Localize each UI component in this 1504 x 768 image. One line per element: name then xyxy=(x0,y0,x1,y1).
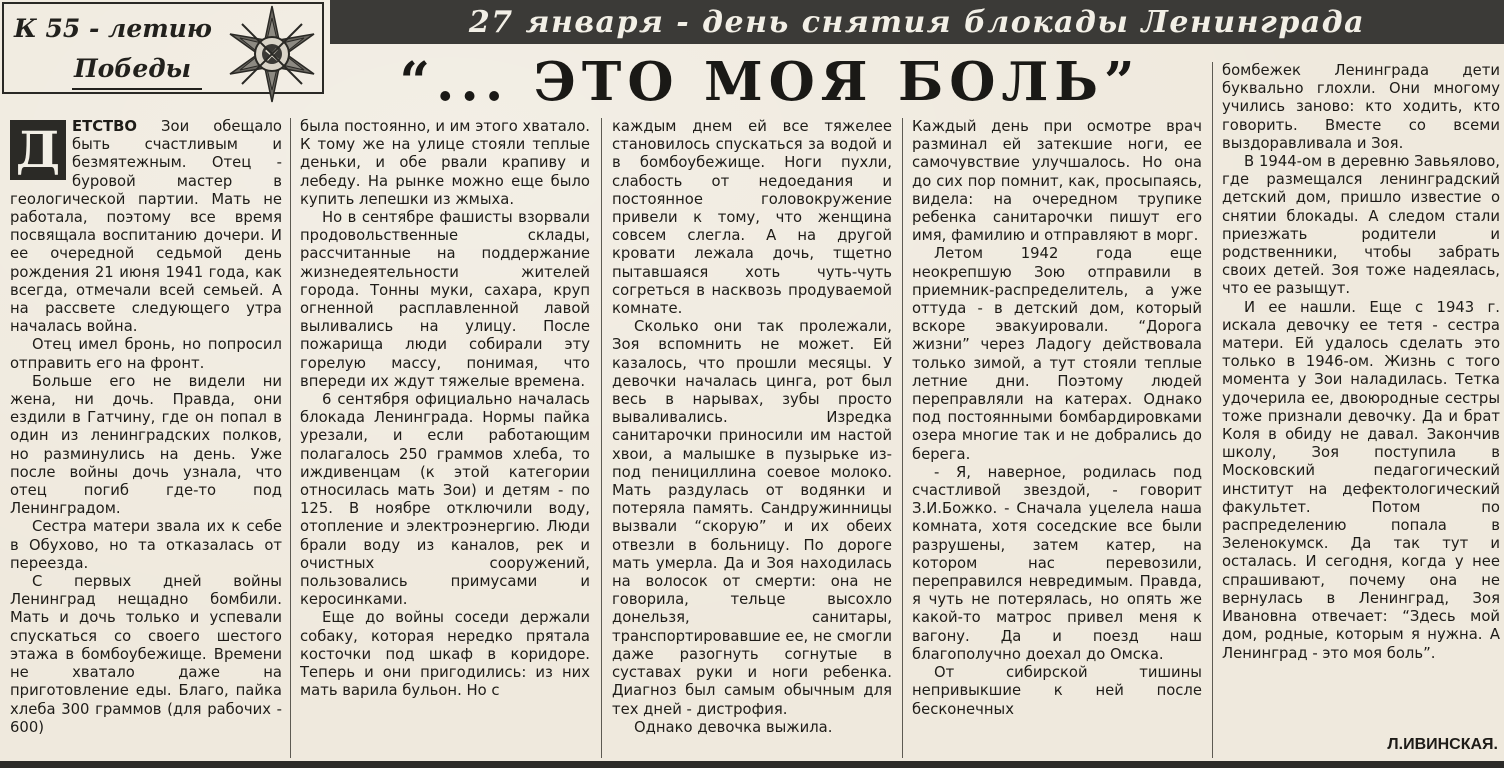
paragraph: Отец имел бронь, но попросил отправить его на фронт. xyxy=(10,336,282,372)
drop-cap: Д xyxy=(10,120,66,180)
paragraph: Однако девочка выжила. xyxy=(634,718,833,736)
paragraph: С первых дней войны Ленинград нещадно бомбили. Мать и дочь только и успевали спускаться со своего шестого этажа в бомбоубежище. Времени не хватало даже на приготовление еды. Благо, пайка хлеба 300 граммов (для рабочих - 600) xyxy=(10,573,282,736)
column-divider xyxy=(290,118,291,758)
rubric-line-1: К 55 - летию xyxy=(14,14,212,43)
article-column-5 xyxy=(1222,62,1500,722)
column-divider xyxy=(902,118,903,758)
article-column-4 xyxy=(912,118,1202,758)
article-column-1 xyxy=(10,118,282,758)
lead-text: Зои обещало быть счастливым и безмятежным. Отец - буровой мастер в геологической партии. Мать не работала, поэтому все время посвящала воспитанию дочери. И ее очередной седьмой день рождения 21 июня 1941 года, как всегда, отмечали всей семьей. А на рассвете следующего утра началась война. xyxy=(10,118,282,336)
paragraph: бомбежек Ленинграда дети буквально глохли. Они многому учились заново: кто ходить, кто говорить. Вместе со всеми выздоравливала и Зоя. xyxy=(1222,62,1500,152)
article-column-2 xyxy=(300,118,590,758)
lead-word: ЕТСТВО xyxy=(72,118,138,135)
rubric-underline xyxy=(72,88,202,90)
paragraph xyxy=(10,118,282,336)
column-divider xyxy=(601,118,602,758)
bottom-rule xyxy=(0,761,1504,768)
rubric-line-2: Победы xyxy=(74,54,192,83)
paragraph: Каждый день при осмотре врач разминал ей затекшие ноги, ее самочувствие улучшалось. Но она до сих пор помнит, как, просыпаясь, видела: на очередном трупике ребенка санитарочки пишут его имя, фамилию и отправляют в морг. xyxy=(912,118,1202,245)
paragraph: - Я, наверное, родилась под счастливой звездой, - говорит З.И.Божко. - Сначала уцелела наша комната, хотя соседские все были разрушены, затем катер, на котором нас перевозили, переправился невредимым. Правда, я чуть не потерялась, но опять же какой-то матрос привел меня к вагону. Да и поезд наш благополучно доехал до Омска. xyxy=(912,463,1202,663)
author-signature: Л.ИВИНСКАЯ. xyxy=(1387,736,1498,753)
paragraph: В 1944-ом в деревню Завьялово, где размещался ленинградский детский дом, пришло известие о снятии блокады. А следом стали приезжать родители и родственники, чтобы забрать своих детей. Зоя тоже надеялась, что ее разыщут. xyxy=(1222,153,1500,298)
paragraph: Больше его не видели ни жена, ни дочь. Правда, они ездили в Гатчину, где он попал в один из ленинградских полков, но разминулись на день. Уже после войны дочь узнала, что отец погиб где-то под Ленинградом. xyxy=(10,372,282,518)
paragraph: Сколько они так пролежали, Зоя вспомнить не может. Ей казалось, что прошли месяцы. У девочки началась цинга, рот был весь в нарывах, зубы просто вываливались. Изредка санитарочки приносили им настой хвои, а малышке в пузырьке из-под пенициллина соевое молоко. Мать раздулась от водянки и потеряла память. Сандружинницы вызвали “скорую” и их обеих отвезли в больницу. По дороге мать умерла. Да и Зоя находилась на волосок от смерти: она не говорила, тельце высохло донельзя, санитары, транспортировавшие ее, не смогли даже разогнуть согнутые в суставах руки и ноги ребенка. Диагноз был самым обычным для тех дней - дистрофия. xyxy=(612,318,892,718)
paragraph: От сибирской тишины непривыкшие к ней после бесконечных xyxy=(912,664,1202,718)
header-date-title: 27 января - день снятия блокады Ленинграда xyxy=(468,4,1366,40)
rubric-box xyxy=(2,2,324,94)
paragraph: была постоянно, и им этого хватало. К тому же на улице стояли теплые деньки, и обе рвали крапиву и лебеду. На рынке можно еще было купить лепешки из жмыха. xyxy=(300,118,590,208)
article-title: “... ЭТО МОЯ БОЛЬ” xyxy=(399,51,1141,113)
paragraph: 6 сентября официально началась блокада Ленинграда. Нормы пайка урезали, и если работающим полагалось 250 граммов хлеба, то иждивенцам (к этой категории относилась мать Зои) и детям - по 125. В ноябре отключили воду, отопление и электроэнергию. Люди брали воду из каналов, рек и очистных сооружений, пользовались примусами и керосинками. xyxy=(300,391,590,609)
paragraph: Сестра матери звала их к себе в Обухово, но та отказалась от переезда. xyxy=(10,518,282,572)
article-column-3 xyxy=(612,118,892,758)
paragraph: Но в сентябре фашисты взорвали продовольственные склады, рассчитанные на поддержание жизнедеятельности жителей города. Тонны муки, сахара, круп огненной расплавленной лавой выливались на улицу. После пожарища люди собирали эту горелую массу, понимая, что впереди их ждут тяжелые времена. xyxy=(300,209,590,390)
column-divider xyxy=(1212,62,1213,758)
paragraph: И ее нашли. Еще с 1943 г. искала девочку ее тетя - сестра матери. Ей удалось сделать это только в 1946-ом. Жизнь с того момента у Зои наладилась. Тетка удочерила ее, двоюродные сестры тоже признали девочку. Да и брат Коля в обиду не давал. Закончив школу, Зоя поступила в Московский педагогический институт на дефектологический факультет. Потом по распределению попала в Зеленокумск. Да так тут и осталась. И сегодня, когда у нее спрашивают, почему она не вернулась в Ленинград, Зоя Ивановна отвечает: “Здесь мой дом, родные, которым я нужна. А Ленинград - это моя боль”. xyxy=(1222,298,1500,662)
paragraph: Летом 1942 года еще неокрепшую Зою отправили в приемник-распределитель, а уже оттуда - в детский дом, который вскоре эвакуировали. “Дорога жизни” через Ладогу действовала только зимой, а тут стояли теплые летние дни. Поэтому людей переправляли на катерах. Однако под постоянными бомбардировками озера многие так и не добрались до берега. xyxy=(912,245,1202,463)
paragraph: Еще до войны соседи держали собаку, которая нередко прятала косточки под шкаф в коридоре. Теперь и они пригодились: из них мать варила бульон. Но с xyxy=(300,609,590,700)
order-of-patriotic-war-icon xyxy=(222,4,322,104)
paragraph: каждым днем ей все тяжелее становилось спускаться за водой и в бомбоубежище. Ноги пухли, слабость от недоедания и постоянное головокружение привели к тому, что женщина совсем слегла. А на другой кровати лежала дочь, тщетно пытавшаяся хоть чуть-чуть согреться в насквозь продуваемой комнате. xyxy=(612,118,892,318)
